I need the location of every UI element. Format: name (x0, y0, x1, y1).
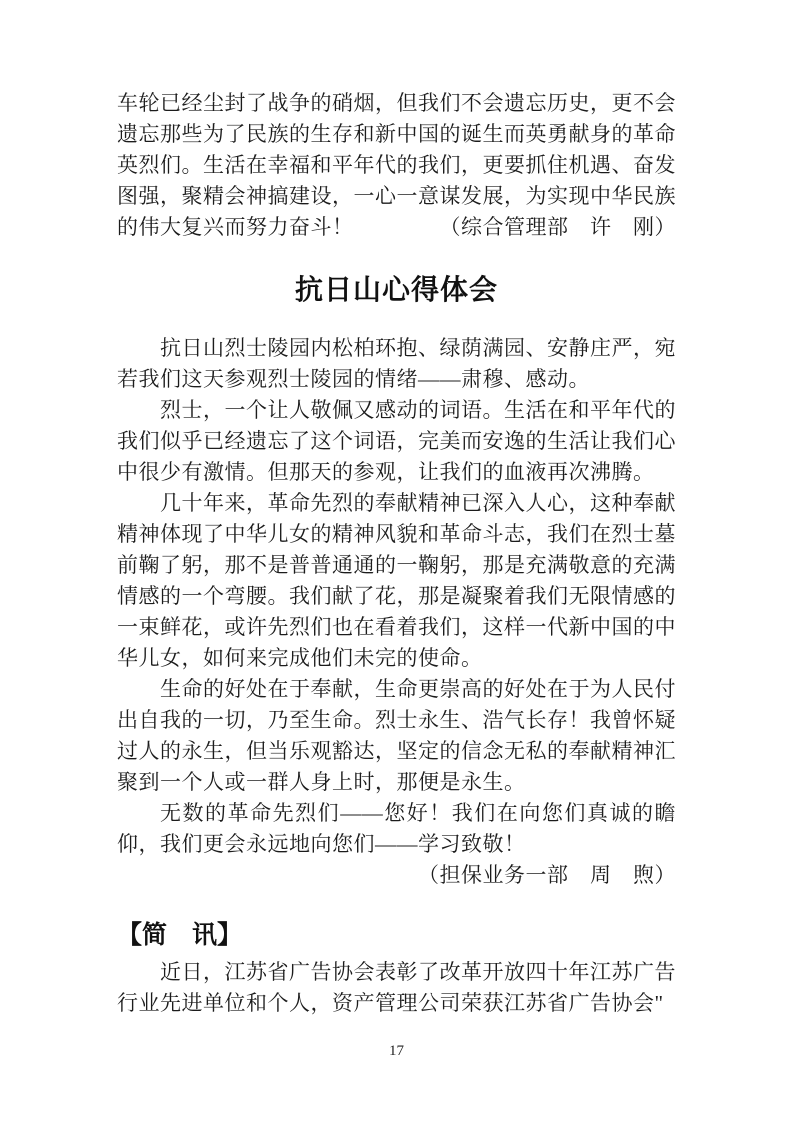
continuation-paragraph-text: 车轮已经尘封了战争的硝烟，但我们不会遗忘历史，更不会遗忘那些为了民族的生存和新中国的诞生而英勇献身的革命英烈们。生活在幸福和平年代的我们，更要抓住机遇、奋发图强，聚精会神搞建设，一心一意谋发展，为实现中华民族的伟大复兴而努力奋斗！ (117, 91, 676, 239)
article-paragraph: 抗日山烈士陵园内松柏环抱、绿荫满园、安静庄严，宛若我们这天参观烈士陵园的情绪——肃穆、感动。 (117, 336, 676, 391)
article-attribution: （担保业务一部 周 煦） (418, 863, 676, 887)
page-content (117, 88, 676, 1019)
article-paragraph: 几十年来，革命先烈的奉献精神已深入人心，这种奉献精神体现了中华儿女的精神风貌和革命斗志，我们在烈士墓前鞠了躬，那不是普普通通的一鞠躬，那是充满敬意的充满情感的一个弯腰。我们献了花，那是凝聚着我们无限情感的一束鲜花，或许先烈们也在看着我们，这样一代新中国的中华儿女，如何来完成他们未完的使命。 (117, 491, 676, 670)
page-number: 17 (389, 1043, 404, 1059)
brief-news-paragraph: 近日，江苏省广告协会表彰了改革开放四十年江苏广告行业先进单位和个人，资产管理公司荣获江苏省广告协会" (117, 960, 676, 1015)
article-paragraph: 无数的革命先烈们——您好！我们在向您们真诚的瞻仰，我们更会永远地向您们——学习致敬！ (117, 801, 676, 856)
brief-news-heading: 【简 讯】 (117, 921, 243, 949)
continuation-paragraph (117, 88, 676, 243)
article-paragraph: 烈士，一个让人敬佩又感动的词语。生活在和平年代的我们似乎已经遗忘了这个词语，完美而安逸的生活让我们心中很少有激情。但那天的参观，让我们的血液再次沸腾。 (117, 398, 676, 484)
article-title: 抗日山心得体会 (294, 274, 498, 305)
article-paragraph: 生命的好处在于奉献，生命更崇高的好处在于为人民付出自我的一切，乃至生命。烈士永生、浩气长存！我曾怀疑过人的永生，但当乐观豁达，坚定的信念无私的奉献精神汇聚到一个人或一群人身上时，那便是永生。 (117, 677, 676, 794)
continuation-attribution: （综合管理部 许 刚） (439, 215, 676, 239)
